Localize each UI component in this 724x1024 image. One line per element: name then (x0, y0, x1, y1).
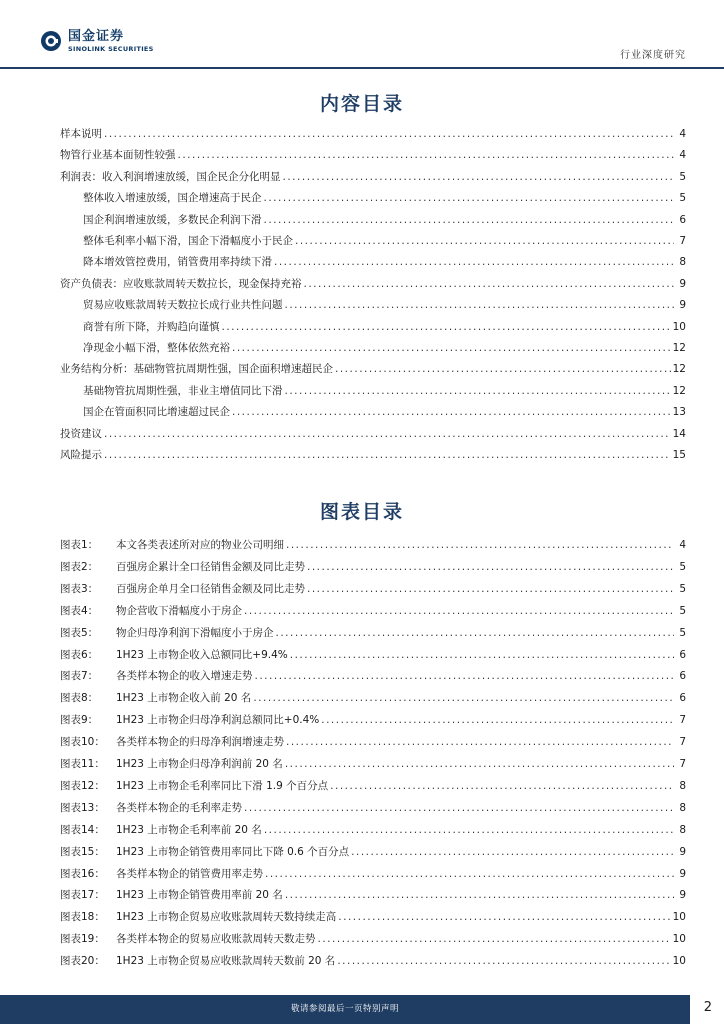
contents-item-title: 整体毛利率小幅下滑，国企下滑幅度小于民企 (83, 235, 293, 247)
figure-item[interactable] (60, 710, 686, 730)
contents-item[interactable] (83, 381, 686, 401)
contents-item-page: 4 (679, 128, 686, 140)
figure-item[interactable] (60, 885, 686, 905)
figure-item-page: 10 (672, 933, 686, 946)
figure-item-label: 图表14： (60, 823, 105, 836)
contents-item-page: 13 (672, 406, 686, 419)
figure-item-label: 图表20： (60, 955, 105, 968)
figure-item-title: 各类样本物企的归母净利润增速走势 (116, 736, 284, 749)
leader-dots (178, 145, 675, 165)
figure-item-page: 10 (672, 911, 686, 924)
leader-dots (244, 601, 674, 621)
leader-dots (285, 885, 674, 905)
figure-item-label: 图表4： (60, 604, 99, 617)
contents-item-title: 业务结构分析：基础物管抗周期性强，国企面积增速超民企 (60, 363, 333, 376)
contents-item-title: 贸易应收账款周转天数拉长成行业共性问题 (83, 299, 283, 312)
figure-item[interactable] (60, 601, 686, 621)
leader-dots (307, 557, 674, 577)
figure-item-title: 各类样本物企的毛利率走势 (116, 801, 242, 814)
figure-item-label: 图表18： (60, 911, 105, 924)
leader-dots (264, 210, 675, 230)
figure-item-label: 图表12： (60, 779, 105, 792)
contents-item-title: 投资建议 (60, 427, 102, 440)
leader-dots (285, 295, 675, 315)
figure-item[interactable] (60, 754, 686, 774)
figure-item-page: 9 (679, 889, 686, 902)
contents-item[interactable] (83, 252, 686, 272)
leader-dots (338, 907, 670, 927)
leader-dots (232, 338, 671, 358)
contents-item[interactable] (83, 231, 686, 251)
figure-item-label: 图表6： (60, 648, 99, 661)
leader-dots (304, 274, 675, 294)
contents-item-title: 商誉有所下降，并购趋向谨慎 (83, 320, 220, 333)
contents-item[interactable] (83, 188, 686, 208)
leader-dots (285, 381, 671, 401)
figure-item[interactable] (60, 732, 686, 752)
leader-dots (104, 424, 671, 444)
page-number: 2 (703, 1000, 712, 1015)
figure-item-page: 5 (679, 604, 686, 617)
contents-item[interactable] (60, 445, 686, 465)
figure-item[interactable] (60, 557, 686, 577)
leader-dots (264, 820, 674, 840)
page-header (0, 0, 724, 70)
contents-item-page: 7 (679, 235, 686, 247)
figure-item-title: 1H23 上市物企归母净利润前 20 名 (116, 758, 283, 770)
logo-english-name: SINOLINK SECURITIES (68, 45, 154, 53)
contents-item-page: 6 (679, 213, 686, 226)
leader-dots (104, 445, 671, 465)
figure-item-label: 图表5： (60, 626, 99, 639)
leader-dots (335, 359, 671, 379)
figure-item-title: 1H23 上市物企毛利率前 20 名 (116, 823, 262, 836)
figure-item-title: 百强房企累计全口径销售金额及同比走势 (116, 560, 305, 573)
leader-dots (295, 231, 674, 251)
leader-dots (244, 798, 674, 818)
figure-item-title: 1H23 上市物企贸易应收账款周转天数前 20 名 (116, 955, 336, 968)
leader-dots (351, 842, 674, 862)
contents-item-page: 12 (672, 384, 686, 397)
figure-item-page: 4 (679, 539, 686, 551)
company-logo (40, 30, 190, 54)
figure-item-title: 物企营收下滑幅度小于房企 (116, 604, 242, 617)
leader-dots (285, 754, 674, 774)
contents-title: 内容目录 (319, 93, 404, 115)
sinolink-logo-icon (40, 30, 62, 52)
footer-notice: 敬请参阅最后一页特别声明 (290, 1004, 399, 1014)
figure-item-title: 1H23 上市物企销管费用率同比下降 0.6 个百分点 (116, 845, 350, 858)
leader-dots (286, 732, 674, 752)
leader-dots (321, 710, 674, 730)
contents-item-title: 降本增效管控费用，销管费用率持续下滑 (83, 256, 272, 269)
figure-item[interactable] (60, 864, 686, 884)
contents-item-page: 12 (672, 342, 686, 354)
figure-item-label: 图表16： (60, 867, 105, 880)
contents-item-title: 基础物管抗周期性强，非业主增值同比下滑 (83, 384, 283, 397)
figure-item-page: 5 (679, 582, 686, 595)
contents-item-title: 整体收入增速放缓，国企增速高于民企 (83, 192, 262, 205)
contents-item[interactable] (83, 317, 686, 337)
figure-item-page: 8 (679, 801, 686, 814)
figure-item-label: 图表13： (60, 801, 105, 814)
figure-item-label: 图表17： (60, 889, 105, 902)
figure-item-label: 图表2： (60, 560, 99, 573)
figure-item-title: 各类样本物企的贸易应收账款周转天数走势 (116, 933, 316, 946)
figure-item[interactable] (60, 842, 686, 862)
figure-item-title: 1H23 上市物企收入总额同比+9.4% (116, 648, 288, 661)
contents-item[interactable] (83, 295, 686, 315)
figure-item-label: 图表8： (60, 692, 99, 705)
contents-item-page: 10 (672, 320, 686, 333)
figure-item[interactable] (60, 666, 686, 686)
contents-item-page: 15 (672, 449, 686, 461)
leader-dots (265, 864, 674, 884)
figure-item[interactable] (60, 820, 686, 840)
figure-item[interactable] (60, 776, 686, 796)
figure-item-title: 1H23 上市物企毛利率同比下滑 1.9 个百分点 (116, 779, 329, 792)
report-type: 行业深度研究 (620, 50, 686, 61)
figure-item-label: 图表1： (60, 539, 99, 551)
header-divider (0, 67, 724, 69)
leader-dots (283, 167, 675, 187)
figure-item-page: 6 (679, 648, 686, 661)
figure-item-label: 图表11： (60, 758, 105, 770)
leader-dots (290, 645, 674, 665)
contents-item-page: 4 (679, 149, 686, 162)
leader-dots (330, 776, 674, 796)
figure-item-page: 8 (679, 779, 686, 792)
contents-item-page: 12 (672, 363, 686, 376)
leader-dots (318, 929, 671, 949)
figure-item[interactable] (60, 579, 686, 599)
contents-item[interactable] (60, 359, 686, 379)
figure-item[interactable] (60, 645, 686, 665)
figure-item-page: 6 (679, 692, 686, 705)
logo-chinese-name: 国金证券 (68, 29, 125, 44)
contents-item-page: 14 (672, 427, 686, 440)
figure-item-page: 10 (672, 955, 686, 968)
figure-item-title: 百强房企单月全口径销售金额及同比走势 (116, 582, 305, 595)
contents-item-title: 样本说明 (60, 128, 102, 140)
contents-item-title: 利润表：收入利润增速放缓，国企民企分化明显 (60, 170, 281, 183)
figure-item[interactable] (60, 907, 686, 927)
figure-item-title: 1H23 上市物企贸易应收账款周转天数持续走高 (116, 911, 337, 924)
contents-item-title: 国企利润增速放缓，多数民企利润下滑 (83, 213, 262, 226)
figure-item-label: 图表3： (60, 582, 99, 595)
figure-item-page: 8 (679, 823, 686, 836)
contents-item[interactable] (83, 402, 686, 422)
figure-item-label: 图表15： (60, 845, 105, 858)
leader-dots (274, 252, 674, 272)
contents-item[interactable] (60, 274, 686, 294)
contents-item-title: 国企在管面积同比增速超过民企 (83, 406, 230, 419)
figure-item-page: 5 (679, 560, 686, 573)
figure-item-page: 6 (679, 670, 686, 683)
figure-item[interactable] (60, 535, 686, 555)
figure-item-page: 7 (679, 758, 686, 770)
figure-item-page: 7 (679, 714, 686, 727)
contents-item[interactable] (83, 210, 686, 230)
leader-dots (264, 188, 675, 208)
contents-item-page: 5 (679, 192, 686, 205)
figure-item-page: 7 (679, 736, 686, 749)
contents-item-title: 风险提示 (60, 449, 102, 461)
figure-item-label: 图表9： (60, 714, 99, 727)
figure-item[interactable] (60, 929, 686, 949)
contents-item[interactable] (60, 145, 686, 165)
leader-dots (276, 623, 675, 643)
contents-item-page: 8 (679, 256, 686, 269)
figure-item-title: 1H23 上市物企收入前 20 名 (116, 692, 252, 705)
leader-dots (222, 317, 671, 337)
figure-item-label: 图表7： (60, 670, 99, 683)
leader-dots (232, 402, 671, 422)
contents-item-title: 资产负债表：应收账款周转天数拉长，现金保持充裕 (60, 277, 302, 290)
figure-item-title: 1H23 上市物企归母净利润总额同比+0.4% (116, 714, 320, 727)
figure-item[interactable] (60, 798, 686, 818)
figure-item-title: 物企归母净利润下滑幅度小于房企 (116, 626, 274, 639)
leader-dots (255, 666, 675, 686)
figure-item-title: 本文各类表述所对应的物业公司明细 (116, 539, 284, 551)
contents-item[interactable] (60, 124, 686, 144)
figure-item-page: 9 (679, 867, 686, 880)
leader-dots (307, 579, 674, 599)
figure-item-label: 图表10： (60, 736, 105, 749)
figure-item-page: 9 (679, 845, 686, 858)
contents-item[interactable] (83, 338, 686, 358)
figure-item-title: 各类样本物企的销管费用率走势 (116, 867, 263, 880)
contents-item-page: 9 (679, 277, 686, 290)
contents-item-title: 物管行业基本面韧性较强 (60, 149, 176, 162)
leader-dots (286, 535, 674, 555)
figure-item[interactable] (60, 951, 686, 971)
leader-dots (104, 124, 674, 144)
contents-item[interactable] (60, 424, 686, 444)
figure-item-title: 1H23 上市物企销管费用率前 20 名 (116, 889, 283, 902)
figure-item[interactable] (60, 688, 686, 708)
leader-dots (337, 951, 670, 971)
contents-item-title: 净现金小幅下滑，整体依然充裕 (83, 342, 230, 354)
contents-item-page: 9 (679, 299, 686, 312)
figure-item-label: 图表19： (60, 933, 105, 946)
figure-item-title: 各类样本物企的收入增速走势 (116, 670, 253, 683)
figures-title: 图表目录 (319, 501, 404, 523)
leader-dots (253, 688, 674, 708)
figure-item[interactable] (60, 623, 686, 643)
figure-item-page: 5 (679, 626, 686, 639)
contents-item[interactable] (60, 167, 686, 187)
contents-item-page: 5 (679, 170, 686, 183)
